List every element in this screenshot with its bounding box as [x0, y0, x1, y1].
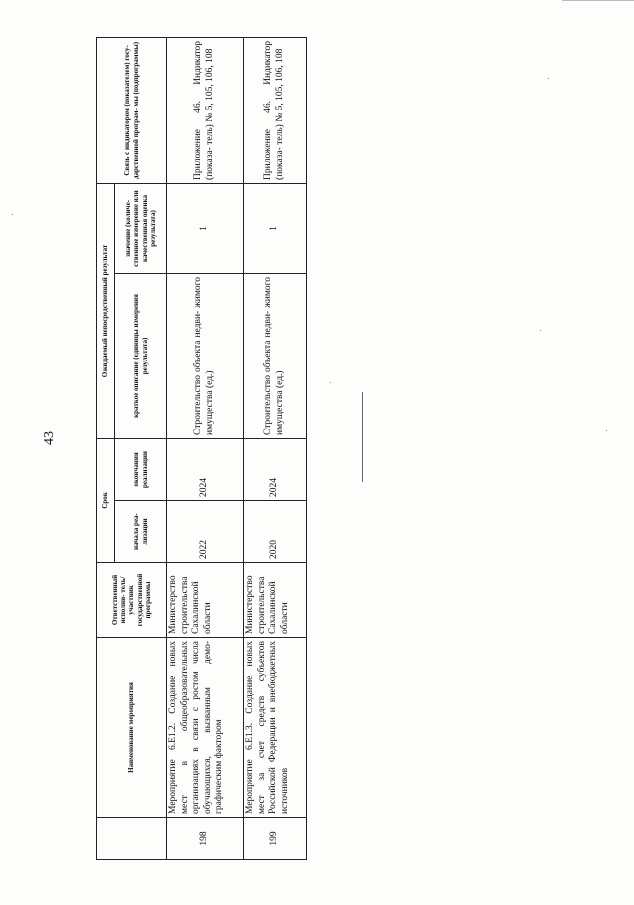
activities-table: [96, 37, 307, 860]
activity-name: Мероприятие 6.E1.3. Создание новых мест за счет средств субъектов Российской Федерации и внебюджетных источников: [244, 638, 307, 818]
term-end: 2024: [167, 438, 244, 500]
header-row-top: [97, 37, 115, 859]
scan-artifact-edge: [562, 0, 634, 1]
responsible-executor: Министерство строительства Сахалинской области: [244, 563, 307, 638]
term-start: 2020: [244, 501, 307, 563]
term-end: 2024: [244, 438, 307, 500]
row-number: 199: [244, 818, 307, 860]
responsible-executor: Министерство строительства Сахалинской области: [167, 563, 244, 638]
table-row: [167, 37, 244, 859]
indicator-link: Приложение 46. Индикатор (показа- тель) № 5, 105, 106, 108: [244, 37, 307, 183]
header-expected: Ожидаемый непосредственный результат: [97, 183, 115, 438]
row-number: 198: [167, 818, 244, 860]
result-description: Строительство объекта недви- жимого имущества (ед.): [167, 273, 244, 438]
page-number: 43: [42, 431, 57, 445]
rotated-table-container: [96, 38, 306, 860]
header-expected-value: значение (количе- ственное измерение или качественная оценка результата): [115, 183, 167, 273]
header-name: Наименование мероприятия: [97, 638, 167, 818]
scan-speck: [330, 382, 331, 383]
scan-speck: [12, 214, 13, 215]
header-link: Связь с индикатором (показателем) госу- дарственной програм- мы (подпрограммы): [97, 37, 167, 183]
scan-speck: [548, 78, 549, 79]
activity-name: Мероприятие 6.E1.2. Создание новых мест в общеобразовательных организациях в связи с ростом числа обучающихся, вызванным демо- графическим фактором: [167, 638, 244, 818]
result-value: 1: [244, 183, 307, 273]
header-term-end: окончания реализации: [115, 438, 167, 500]
table-row: [244, 37, 307, 859]
header-term-start: начала реа- лизации: [115, 501, 167, 563]
indicator-link: Приложение 46. Индикатор (показа- тель) № 5, 105, 106, 108: [167, 37, 244, 183]
result-description: Строительство объекта недви- жимого имущества (ед.): [244, 273, 307, 438]
scan-speck: [540, 330, 541, 331]
scan-speck: [606, 430, 607, 431]
result-value: 1: [167, 183, 244, 273]
header-expected-desc: краткое описание (единицы измерения результата): [115, 273, 167, 438]
term-start: 2022: [167, 501, 244, 563]
scan-artifact-line: [362, 392, 363, 482]
header-responsible: Ответственный исполни- тель/участник государственной программы: [97, 563, 167, 638]
header-term: Срок: [97, 438, 115, 562]
header-num: [97, 818, 167, 860]
